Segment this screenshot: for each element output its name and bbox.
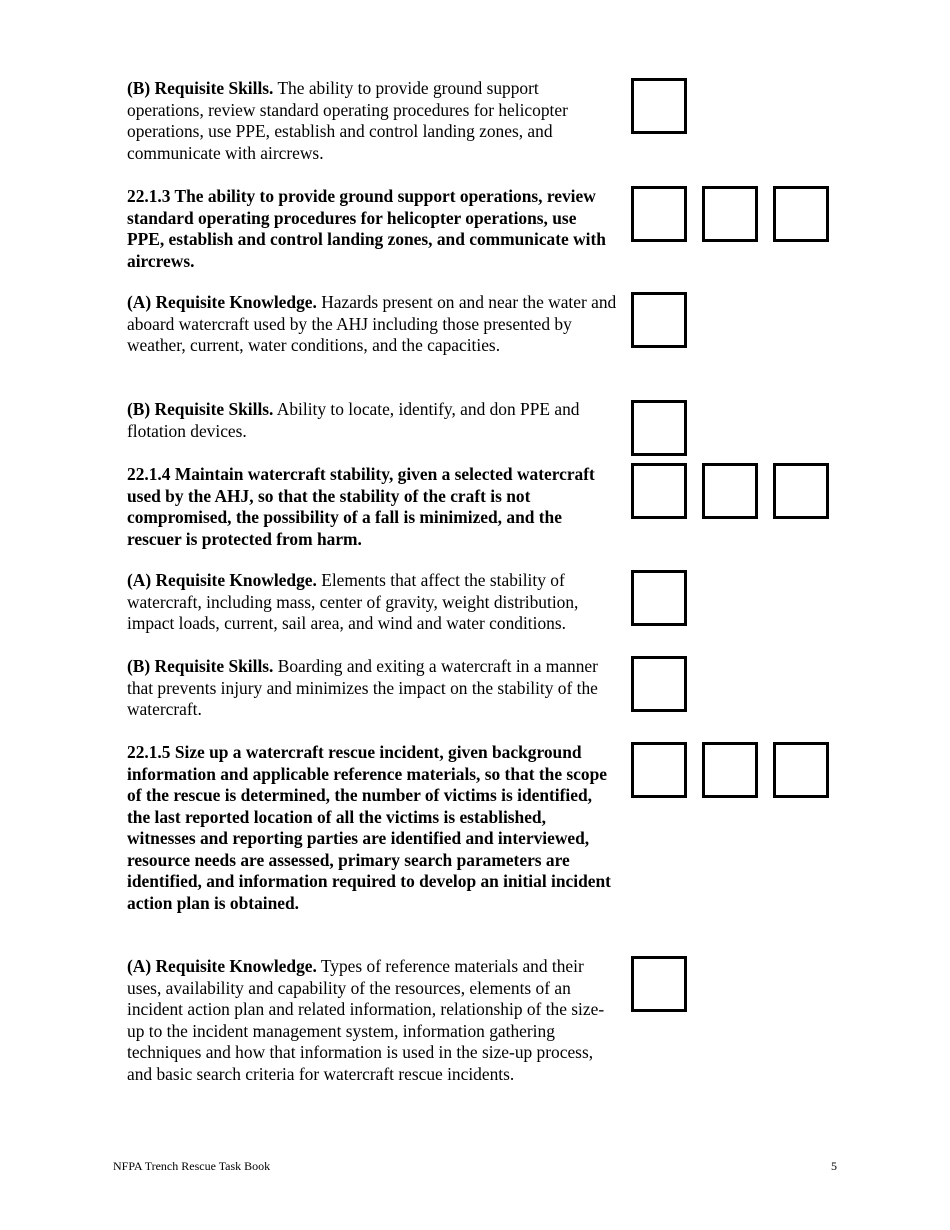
- signoff-checkbox[interactable]: [631, 956, 687, 1012]
- paragraph-lead: (B) Requisite Skills.: [127, 399, 274, 419]
- paragraph-text: 22.1.5 Size up a watercraft rescue incident, given background information and applicable reference materials, so that the scope of the rescue is determined, the number of victims is identified, the last reported location of all the victims is established, witnesses and reporting parties are identified and interviewed, resource needs are assessed, primary search parameters are identified, and information required to develop an initial incident action plan is obtained.: [127, 742, 611, 913]
- standard-22-1-5-heading: [127, 742, 617, 914]
- signoff-boxes: [631, 956, 687, 1012]
- signoff-boxes: [631, 292, 687, 348]
- signoff-checkbox[interactable]: [702, 463, 758, 519]
- paragraph-lead: (A) Requisite Knowledge.: [127, 570, 317, 590]
- signoff-checkbox[interactable]: [773, 742, 829, 798]
- paragraph-text: Hazards present on and near the water and aboard watercraft used by the AHJ including those presented by weather, current, water conditions, and the capacities.: [127, 292, 617, 355]
- paragraph-text: 22.1.3 The ability to provide ground support operations, review standard operating procedures for helicopter operations, use PPE, establish and control landing zones, and communicate with aircrews.: [127, 186, 606, 271]
- signoff-boxes: [631, 742, 829, 798]
- signoff-boxes: [631, 570, 687, 626]
- signoff-checkbox[interactable]: [773, 463, 829, 519]
- signoff-boxes: [631, 400, 687, 456]
- paragraph-lead: (B) Requisite Skills.: [127, 656, 274, 676]
- page-number: 5: [831, 1159, 837, 1173]
- signoff-checkbox[interactable]: [631, 186, 687, 242]
- signoff-checkbox[interactable]: [631, 463, 687, 519]
- paragraph-text: 22.1.4 Maintain watercraft stability, given a selected watercraft used by the AHJ, so that the stability of the craft is not compromised, the possibility of a fall is minimized, and the rescuer is protected from harm.: [127, 464, 595, 549]
- requisite-skills-paragraph: [127, 399, 617, 442]
- paragraph-lead: (B) Requisite Skills.: [127, 78, 274, 98]
- paragraph-lead: (A) Requisite Knowledge.: [127, 292, 317, 312]
- signoff-boxes: [631, 463, 829, 519]
- requisite-knowledge-paragraph: [127, 956, 617, 1085]
- signoff-checkbox[interactable]: [631, 400, 687, 456]
- paragraph-text: The ability to provide ground support operations, review standard operating procedures for helicopter operations, use PPE, establish and control landing zones, and communicate with aircrews.: [127, 78, 568, 163]
- signoff-checkbox[interactable]: [631, 78, 687, 134]
- paragraph-text: Boarding and exiting a watercraft in a manner that prevents injury and minimizes the impact on the stability of the watercraft.: [127, 656, 598, 719]
- requisite-skills-paragraph: [127, 656, 617, 721]
- signoff-checkbox[interactable]: [773, 186, 829, 242]
- standard-22-1-3-heading: [127, 186, 617, 272]
- requisite-skills-paragraph: [127, 78, 617, 164]
- signoff-boxes: [631, 186, 829, 242]
- paragraph-text: Types of reference materials and their uses, availability and capability of the resources, elements of an incident action plan and related information, relationship of the size-up to the incident management system, information gathering techniques and how that information is used in the size-up process, and basic search criteria for watercraft rescue incidents.: [127, 956, 605, 1084]
- paragraph-text: Elements that affect the stability of watercraft, including mass, center of gravity, weight distribution, impact loads, current, sail area, and wind and water conditions.: [127, 570, 579, 633]
- signoff-boxes: [631, 656, 687, 712]
- footer-title: NFPA Trench Rescue Task Book: [113, 1159, 271, 1173]
- signoff-checkbox[interactable]: [631, 570, 687, 626]
- paragraph-text: Ability to locate, identify, and don PPE and flotation devices.: [127, 399, 580, 441]
- signoff-boxes: [631, 78, 687, 134]
- signoff-checkbox[interactable]: [702, 742, 758, 798]
- signoff-checkbox[interactable]: [631, 656, 687, 712]
- standard-22-1-4-heading: [127, 464, 617, 550]
- signoff-checkbox[interactable]: [631, 292, 687, 348]
- signoff-checkbox[interactable]: [631, 742, 687, 798]
- requisite-knowledge-paragraph: [127, 292, 617, 357]
- requisite-knowledge-paragraph: [127, 570, 617, 635]
- signoff-checkbox[interactable]: [702, 186, 758, 242]
- paragraph-lead: (A) Requisite Knowledge.: [127, 956, 317, 976]
